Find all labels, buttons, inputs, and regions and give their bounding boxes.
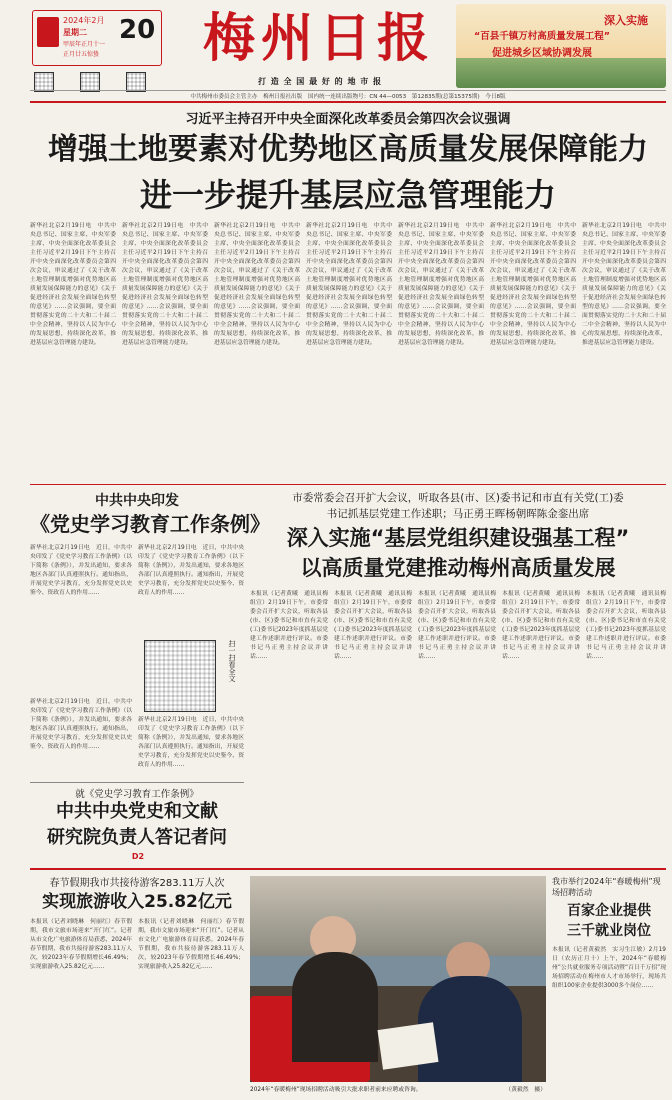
center-kicker-2: 书记抓基层党建工作述职；马正勇王晖杨朝晖陈金銮出席 [326, 508, 590, 520]
lead-body [30, 222, 666, 480]
tourism-body-col-1: 本报讯（记者刘晓琳 何丽红）春节假期，我市文旅市场迎来“开门红”。记者从市文化广电旅游体育局获悉，2024年春节假期，我市共接待游客283.11万人次，较2023年春节假期增长46.49%；实现旅游收入25.82亿元…… [30, 919, 132, 970]
center-body-col-2: 本报讯（记者黄曦 通讯员梅组宣）2月19日下午，市委常委会召开扩大会议，听取各县(市、区)委书记和市直有关党(工)委书记2023年度抓基层党建工作述职并进行评议。市委书记马正勇主持会议并讲话…… [334, 591, 412, 660]
promo-line-1: “百县千镇万村高质量发展工程” [474, 31, 610, 42]
left-body-col-2: 新华社北京2月19日电 近日，中共中央印发了《党史学习教育工作条例》（以下简称《条例》），并发出通知，要求各地区各部门认真遵照执行。通知指出，开展党史学习教育，充分发挥党史以史鉴今、资政育人的作用…… [138, 545, 244, 596]
center-body-col-3: 本报讯（记者黄曦 通讯员梅组宣）2月19日下午，市委常委会召开扩大会议，听取各县(市、区)委书记和市直有关党(工)委书记2023年度抓基层党建工作述职并进行评议。市委书记马正勇主持会议并讲话…… [418, 591, 496, 660]
left-second-kicker: 就《党史学习教育工作条例》 [75, 789, 199, 800]
emblem-icon [37, 17, 59, 47]
lead-body-col-3: 新华社北京2月19日电 中共中央总书记、国家主席、中央军委主席、中央全面深化改革委员会主任习近平2月19日下午主持召开中央全面深化改革委员会第四次会议，审议通过了《关于改革土地管理制度增强对优势地区高质量发展保障能力的意见》《关于促进经济社会发展全面绿色转型的意见》……会议强调，要全面贯彻落实党的二十大和二十届二中全会精神，坚持以人民为中心的发展思想，持续深化改革，推进基层应急管理能力建设。 [214, 223, 300, 346]
newspaper-title: 梅州日报 [202, 8, 435, 69]
lead-title-1: 增强土地要素对优势地区高质量发展保障能力 [48, 132, 648, 167]
center-body-col-4: 本报讯（记者黄曦 通讯员梅组宣）2月19日下午，市委常委会召开扩大会议，听取各县(市、区)委书记和市直有关党(工)委书记2023年度抓基层党建工作述职并进行评议。市委书记马正勇主持会议并讲话…… [502, 591, 580, 660]
left-title: 《党史学习教育工作条例》 [30, 512, 270, 536]
page-reference[interactable]: D2 [131, 852, 145, 861]
date-box [32, 10, 162, 66]
left-body-col-1: 新华社北京2月19日电 近日，中共中央印发了《党史学习教育工作条例》（以下简称《条例》），并发出通知，要求各地区各部门认真遵照执行。通知指出，开展党史学习教育，充分发挥党史以史鉴今、资政育人的作用…… [30, 545, 132, 596]
lead-body-col-7: 新华社北京2月19日电 中共中央总书记、国家主席、中央军委主席、中央全面深化改革委员会主任习近平2月19日下午主持召开中央全面深化改革委员会第四次会议，审议通过了《关于改革土地管理制度增强对优势地区高质量发展保障能力的意见》《关于促进经济社会发展全面绿色转型的意见》……会议强调，要全面贯彻落实党的二十大和二十届二中全会精神，坚持以人民为中心的发展思想，持续深化改革，推进基层应急管理能力建设。 [582, 223, 666, 346]
jobs-title-2: 三千就业岗位 [567, 923, 651, 939]
lead-body-col-4: 新华社北京2月19日电 中共中央总书记、国家主席、中央军委主席、中央全面深化改革委员会主任习近平2月19日下午主持召开中央全面深化改革委员会第四次会议，审议通过了《关于改革土地管理制度增强对优势地区高质量发展保障能力的意见》《关于促进经济社会发展全面绿色转型的意见》……会议强调，要全面贯彻落实党的二十大和二十届二中全会精神，坚持以人民为中心的发展思想，持续深化改革，推进基层应急管理能力建设。 [306, 223, 392, 346]
jobs-kicker: 我市举行2024年“春暖梅州”现场招聘活动 [552, 877, 661, 897]
lunar-date-2: 正月廿五惊蛰 [63, 51, 100, 58]
qr-caption: 扫一扫看全文 [228, 640, 236, 682]
left-kicker: 中共中央印发 [95, 493, 179, 509]
date-line: 2024年2月 [63, 16, 105, 25]
slogan: 打 造 全 国 最 好 的 地 市 报 [257, 76, 383, 86]
left-second-title-1: 中共中央党史和文献 [56, 801, 218, 822]
photo-credit: （黄毅然 摄） [505, 1087, 546, 1093]
center-body-col-1: 本报讯（记者黄曦 通讯员梅组宣）2月19日下午，市委常委会召开扩大会议，听取各县(市、区)委书记和市直有关党(工)委书记2023年度抓基层党建工作述职并进行评议。市委书记马正勇主持会议并讲话…… [250, 591, 328, 660]
info-line: 中共梅州市委员会主管主办 梅州日报社出版 国内统一连续出版物号：CN 44—0053 第12835期(总第15375期) 今日8版 [190, 94, 506, 100]
lead-kicker: 习近平主持召开中央全面深化改革委员会第四次会议强调 [185, 112, 511, 127]
lead-body-col-5: 新华社北京2月19日电 中共中央总书记、国家主席、中央军委主席、中央全面深化改革委员会主任习近平2月19日下午主持召开中央全面深化改革委员会第四次会议，审议通过了《关于改革土地管理制度增强对优势地区高质量发展保障能力的意见》《关于促进经济社会发展全面绿色转型的意见》……会议强调，要全面贯彻落实党的二十大和二十届二中全会精神，坚持以人民为中心的发展思想，持续深化改革，推进基层应急管理能力建设。 [398, 223, 484, 346]
photo-caption: 2024年“春暖梅州”现场招聘活动吸引大批求职者前来应聘或咨询。 [250, 1087, 422, 1093]
tourism-kicker: 春节假期我市共接待游客283.11万人次 [49, 878, 225, 889]
center-body-col-5: 本报讯（记者黄曦 通讯员梅组宣）2月19日下午，市委常委会召开扩大会议，听取各县(市、区)委书记和市直有关党(工)委书记2023年度抓基层党建工作述职并进行评议。市委书记马正勇主持会议并讲话…… [586, 591, 666, 660]
left-body-col-3: 新华社北京2月19日电 近日，中共中央印发了《党史学习教育工作条例》（以下简称《条例》），并发出通知，要求各地区各部门认真遵照执行。通知指出，开展党史学习教育，充分发挥党史以史鉴今、资政育人的作用…… [30, 699, 132, 750]
lead-body-col-6: 新华社北京2月19日电 中共中央总书记、国家主席、中央军委主席、中央全面深化改革委员会主任习近平2月19日下午主持召开中央全面深化改革委员会第四次会议，审议通过了《关于改革土地管理制度增强对优势地区高质量发展保障能力的意见》《关于促进经济社会发展全面绿色转型的意见》……会议强调，要全面贯彻落实党的二十大和二十届二中全会精神，坚持以人民为中心的发展思想，持续深化改革，推进基层应急管理能力建设。 [490, 223, 576, 346]
lead-title-2: 进一步提升基层应急管理能力 [139, 176, 556, 214]
promo-landscape [456, 58, 666, 88]
masthead [0, 0, 672, 98]
jobs-title-1: 百家企业提供 [567, 903, 651, 919]
jobs-body: 本报讯（记者黄毅然 实习生江敏）2月19日（农历正月十）上午，2024年“春暖梅州”公共就业服务专项活动暨“百日千万招”现场招聘活动在梅州市人才市场举行，现场共组织100家企业提供3000多个岗位…… [552, 947, 666, 989]
promo-banner[interactable] [456, 4, 666, 88]
left-body-col-4: 新华社北京2月19日电 近日，中共中央印发了《党史学习教育工作条例》（以下简称《条例》），并发出通知，要求各地区各部门认真遵照执行。通知指出，开展党史学习教育，充分发挥党史以史鉴今、资政育人的作用…… [138, 717, 244, 768]
center-title-2: 以高质量党建推动梅州高质量发展 [300, 556, 616, 580]
left-second-title-2: 研究院负责人答记者问 [47, 827, 227, 848]
masthead-rule [30, 101, 666, 103]
qr-code-1 [34, 72, 54, 92]
center-title-1: 深入实施“基层党组织建设强基工程” [286, 526, 630, 550]
lunar-date-1: 甲辰年正月十一 [63, 41, 106, 48]
day-number: 20 [119, 15, 156, 45]
weekday: 星期二 [63, 28, 87, 37]
promo-title: 深入实施 [604, 14, 648, 27]
qr-code-3 [126, 72, 146, 92]
promo-line-2: 促进城乡区域协调发展 [492, 48, 592, 59]
recruitment-photo [250, 876, 546, 1082]
qr-code-2 [80, 72, 100, 92]
lead-body-col-1: 新华社北京2月19日电 中共中央总书记、国家主席、中央军委主席、中央全面深化改革委员会主任习近平2月19日下午主持召开中央全面深化改革委员会第四次会议，审议通过了《关于改革土地管理制度增强对优势地区高质量发展保障能力的意见》《关于促进经济社会发展全面绿色转型的意见》……会议强调，要全面贯彻落实党的二十大和二十届二中全会精神，坚持以人民为中心的发展思想，持续深化改革，推进基层应急管理能力建设。 [30, 223, 116, 346]
center-kicker-1: 市委常委会召开扩大会议，听取各县(市、区)委书记和市直有关党(工)委 [292, 492, 624, 504]
tourism-title: 实现旅游收入25.82亿元 [42, 892, 232, 912]
lead-body-col-2: 新华社北京2月19日电 中共中央总书记、国家主席、中央军委主席、中央全面深化改革委员会主任习近平2月19日下午主持召开中央全面深化改革委员会第四次会议，审议通过了《关于改革土地管理制度增强对优势地区高质量发展保障能力的意见》《关于促进经济社会发展全面绿色转型的意见》……会议强调，要全面贯彻落实党的二十大和二十届二中全会精神，坚持以人民为中心的发展思想，持续深化改革，推进基层应急管理能力建设。 [122, 223, 208, 346]
article-qr-code[interactable] [144, 640, 216, 712]
tourism-body-col-2: 本报讯（记者刘晓琳 何丽红）春节假期，我市文旅市场迎来“开门红”。记者从市文化广电旅游体育局获悉，2024年春节假期，我市共接待游客283.11万人次，较2023年春节假期增长46.49%；实现旅游收入25.82亿元…… [138, 919, 244, 970]
